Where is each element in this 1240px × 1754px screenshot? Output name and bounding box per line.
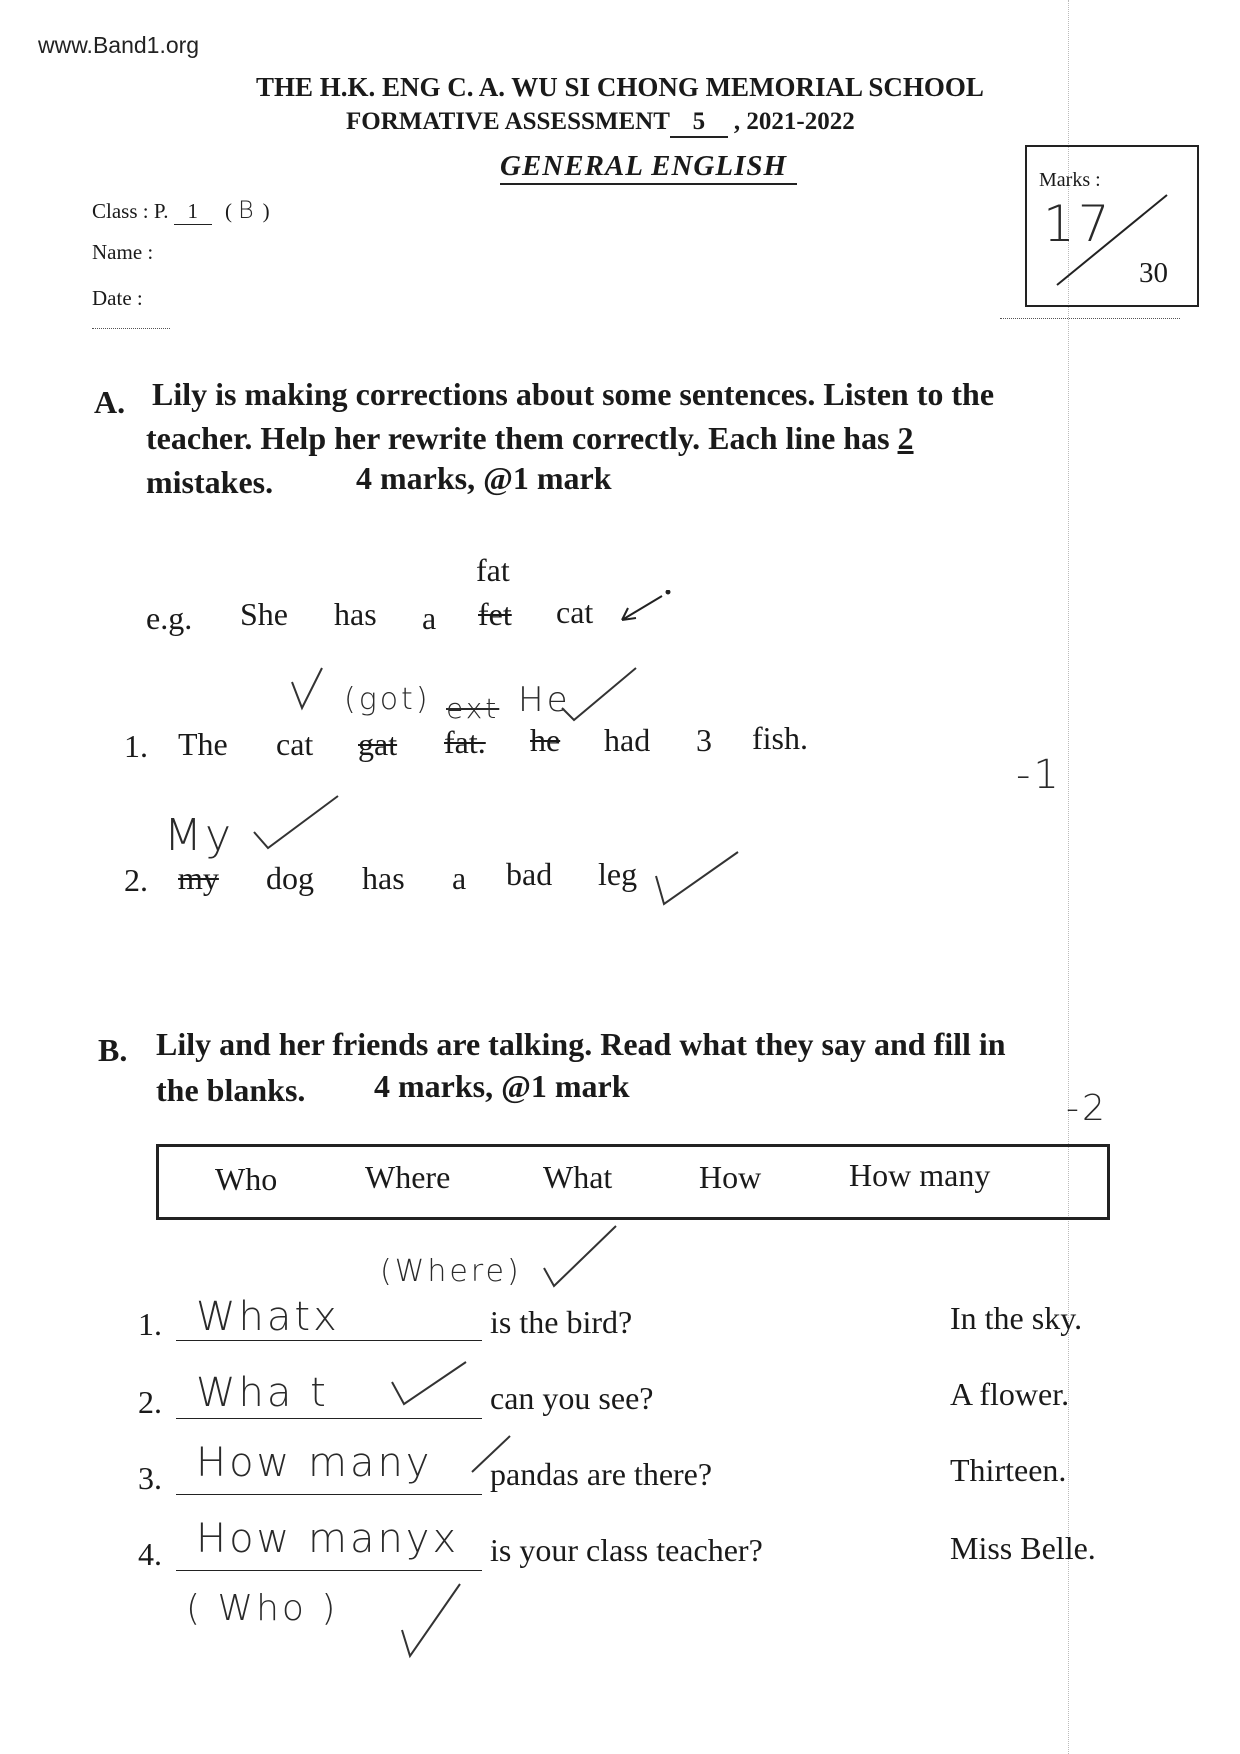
class-section: B — [237, 196, 257, 224]
marks-score: 17 — [1043, 195, 1113, 253]
q2-word-4: a — [452, 860, 467, 896]
assessment-title — [346, 108, 855, 138]
example-word-3: a — [422, 600, 437, 636]
assessment-prefix: FORMATIVE ASSESSMENT — [346, 108, 670, 135]
class-field — [92, 196, 270, 225]
q2-check-icon-1 — [252, 792, 342, 852]
q1-word-1: The — [178, 726, 228, 762]
q2-hw-correction: My — [164, 810, 235, 861]
b-q4-answer — [196, 1516, 459, 1562]
b-q2-answer: Wha t — [196, 1370, 329, 1416]
example-word-1: She — [240, 596, 288, 632]
example-word-after: cat — [556, 594, 594, 630]
date-underline — [92, 328, 170, 329]
section-b-letter: B. — [98, 1032, 128, 1068]
b-q3-reply: Thirteen. — [950, 1452, 1067, 1488]
section-b-deduction: -2 — [1066, 1088, 1108, 1129]
b-q1-teacher-fix: (Where) — [380, 1254, 522, 1289]
q2-check-icon-2 — [652, 848, 742, 908]
q1-hw-correction-3: He — [518, 680, 571, 720]
word-bank-what: What — [543, 1159, 613, 1195]
word-bank-who: Who — [215, 1161, 278, 1197]
class-paren-close: ) — [262, 199, 270, 223]
class-paren-open: ( — [224, 199, 232, 223]
q1-word-5: he — [530, 722, 561, 758]
b-q4-answer-text: How many — [196, 1516, 433, 1562]
b-q2-check-icon — [390, 1358, 470, 1408]
example-wrong-word: fet — [478, 596, 512, 632]
b-q1-number: 1. — [138, 1306, 162, 1342]
school-name: THE H.K. ENG C. A. WU SI CHONG MEMORIAL SCHOOL — [256, 72, 984, 102]
b-q1-wrong-mark: x — [313, 1294, 340, 1340]
b-q4-number: 4. — [138, 1536, 162, 1572]
q1-word-4: fat. — [444, 724, 486, 760]
assessment-year: , 2021-2022 — [733, 108, 855, 135]
marks-label: Marks : — [1039, 169, 1101, 191]
q1-word-8: fish. — [752, 720, 808, 756]
section-b-instruction-1: Lily and her friends are talking. Read what they say and fill in — [156, 1026, 1006, 1062]
q2-word-1: my — [178, 860, 219, 896]
q1-deduction: -1 — [1016, 752, 1062, 798]
b-q1-answer — [196, 1294, 340, 1340]
b-q2-blank[interactable] — [176, 1418, 482, 1419]
q2-word-3: has — [362, 860, 405, 896]
section-a-instruction-1: Lily is making corrections about some sentences. Listen to the — [152, 376, 995, 412]
b-q1-answer-text: What — [196, 1294, 314, 1340]
marks-slash — [1027, 147, 1197, 305]
assessment-number: 5 — [670, 108, 728, 138]
section-a-marks-note: 4 marks, @1 mark — [356, 460, 612, 496]
b-q4-question: is your class teacher? — [490, 1532, 763, 1568]
b-q2-question: can you see? — [490, 1380, 654, 1416]
q2-word-2: dog — [266, 860, 314, 896]
marks-underline — [1000, 318, 1180, 319]
b-q3-question: pandas are there? — [490, 1456, 713, 1492]
q1-word-6: had — [604, 722, 651, 758]
word-bank-how-many: How many — [849, 1157, 991, 1193]
q2-word-6: leg — [598, 856, 638, 892]
b-q2-number: 2. — [138, 1384, 162, 1420]
class-value: 1 — [174, 199, 212, 225]
b-q4-blank[interactable] — [176, 1570, 482, 1571]
word-bank-how: How — [699, 1159, 762, 1195]
class-label: Class : P. — [92, 199, 169, 223]
b-q1-check-icon — [540, 1222, 620, 1292]
watermark: www.Band1.org — [38, 32, 200, 58]
name-label: Name : — [92, 240, 154, 264]
example-label: e.g. — [146, 600, 193, 636]
b-q3-number: 3. — [138, 1460, 162, 1496]
q1-check-mark-icon — [560, 664, 640, 724]
b-q1-reply: In the sky. — [950, 1300, 1083, 1336]
section-a-instruction-3: mistakes. — [146, 464, 274, 500]
example-arrow-icon — [612, 590, 672, 630]
example-word-2: has — [334, 596, 377, 632]
q1-number: 1. — [124, 728, 148, 764]
b-q2-reply: A flower. — [950, 1376, 1070, 1412]
b-q3-blank[interactable] — [176, 1494, 482, 1495]
example-correction: fat — [476, 552, 510, 588]
q1-hw-correction-1: (got) — [344, 682, 431, 717]
b-q4-wrong-mark: x — [432, 1516, 460, 1562]
section-b-instruction-2: the blanks. — [156, 1072, 306, 1108]
b-q3-answer: How many — [196, 1440, 433, 1486]
section-a-instruction-2-text: teacher. Help her rewrite them correctly. Each line has — [146, 420, 898, 456]
section-a-letter: A. — [94, 384, 126, 420]
date-label: Date : — [92, 286, 143, 310]
b-q4-teacher-fix: ( Who ) — [186, 1588, 339, 1629]
q1-check-icon — [288, 664, 328, 714]
q1-word-3: gat — [358, 726, 398, 762]
word-bank-where: Where — [365, 1159, 451, 1195]
section-b-marks-note: 4 marks, @1 mark — [374, 1068, 630, 1104]
b-q1-blank[interactable] — [176, 1340, 482, 1341]
q2-number: 2. — [124, 862, 148, 898]
b-q4-check-icon — [400, 1580, 470, 1660]
marks-box — [1025, 145, 1199, 307]
q1-hw-correction-2: ext — [446, 692, 500, 725]
subject-title: GENERAL ENGLISH — [500, 150, 797, 185]
b-q1-question: is the bird? — [490, 1304, 633, 1340]
section-a-instruction-2 — [146, 420, 914, 457]
b-q4-reply: Miss Belle. — [950, 1530, 1096, 1566]
q2-word-5: bad — [506, 856, 553, 892]
marks-total: 30 — [1139, 257, 1168, 289]
q1-word-2: cat — [276, 726, 314, 762]
word-bank — [156, 1144, 1110, 1220]
q1-word-7: 3 — [696, 722, 712, 758]
section-a-mistake-count: 2 — [897, 420, 914, 456]
